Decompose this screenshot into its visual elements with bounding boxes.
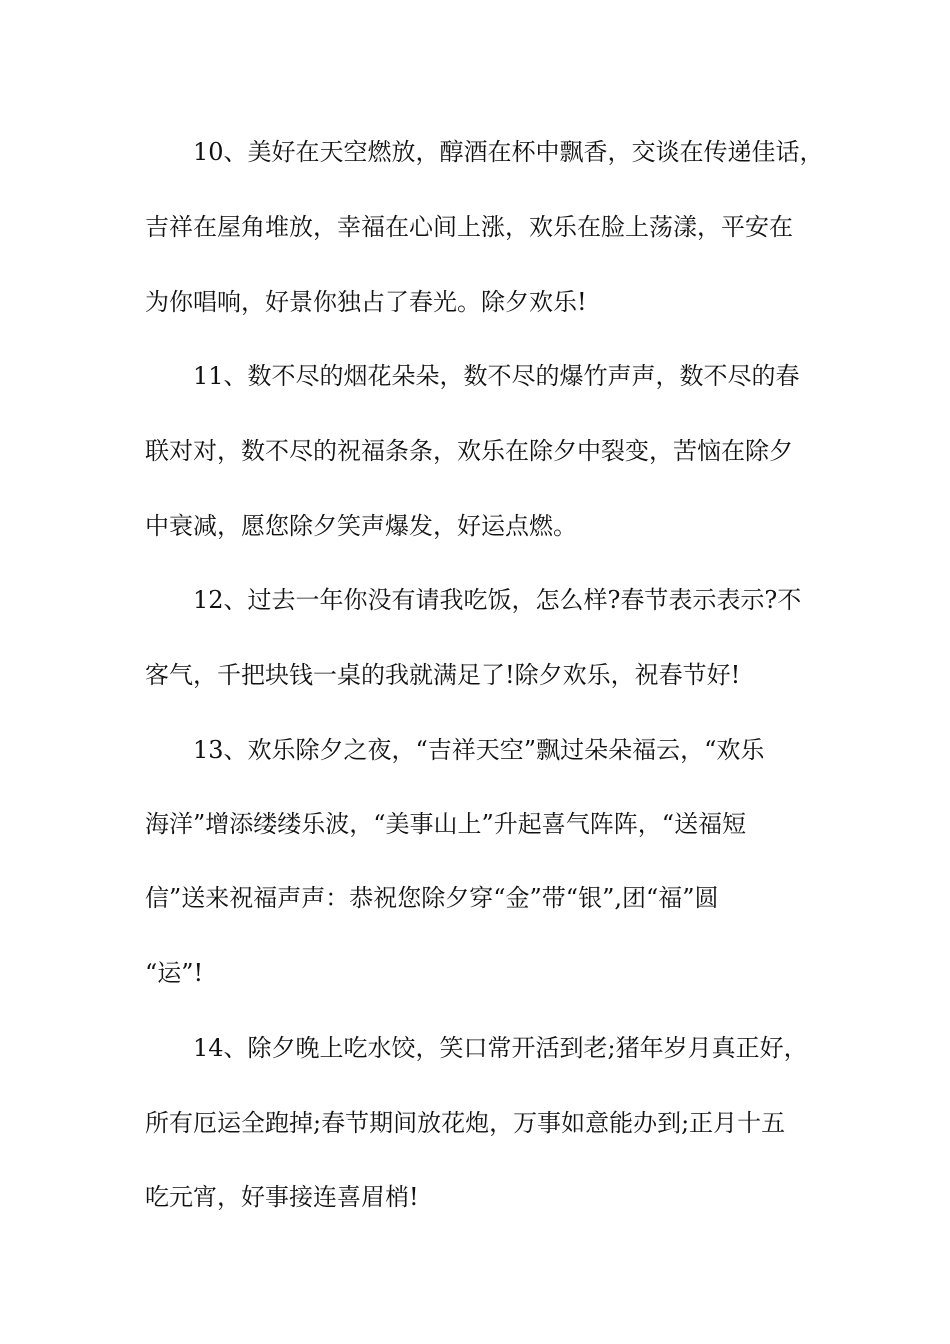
paragraph-12-line-1: 12、过去一年你没有请我吃饭，怎么样?春节表示表示?不 xyxy=(193,586,802,614)
paragraph-13-line-2: 海洋”增添缕缕乐波，“美事山上”升起喜气阵阵，“送福短 xyxy=(145,810,747,838)
paragraph-13-line-3: 信”送来祝福声声：恭祝您除夕穿“金”带“银”,团“福”圆 xyxy=(145,884,719,912)
paragraph-10-line-2: 吉祥在屋角堆放，幸福在心间上涨，欢乐在脸上荡漾，平安在 xyxy=(145,213,793,241)
paragraph-12-line-2: 客气，千把块钱一桌的我就满足了!除夕欢乐，祝春节好! xyxy=(145,661,741,689)
paragraph-11-line-3: 中衰减，愿您除夕笑声爆发，好运点燃。 xyxy=(145,512,577,540)
paragraph-13-line-4: “运”! xyxy=(145,959,204,987)
paragraph-14-line-3: 吃元宵，好事接连喜眉梢! xyxy=(145,1183,419,1211)
paragraph-14-line-2: 所有厄运全跑掉;春节期间放花炮，万事如意能办到;正月十五 xyxy=(145,1109,786,1137)
paragraph-11-line-1: 11、数不尽的烟花朵朵，数不尽的爆竹声声，数不尽的春 xyxy=(193,362,800,390)
paragraph-14-line-1: 14、除夕晚上吃水饺，笑口常开活到老;猪年岁月真正好， xyxy=(193,1034,808,1062)
paragraph-10-line-1: 10、美好在天空燃放，醇酒在杯中飘香，交谈在传递佳话， xyxy=(193,138,824,166)
paragraph-11-line-2: 联对对，数不尽的祝福条条，欢乐在除夕中裂变，苦恼在除夕 xyxy=(145,437,793,465)
paragraph-13-line-1: 13、欢乐除夕之夜，“吉祥天空”飘过朵朵福云，“欢乐 xyxy=(193,736,765,764)
paragraph-10-line-3: 为你唱响，好景你独占了春光。除夕欢乐! xyxy=(145,288,587,316)
